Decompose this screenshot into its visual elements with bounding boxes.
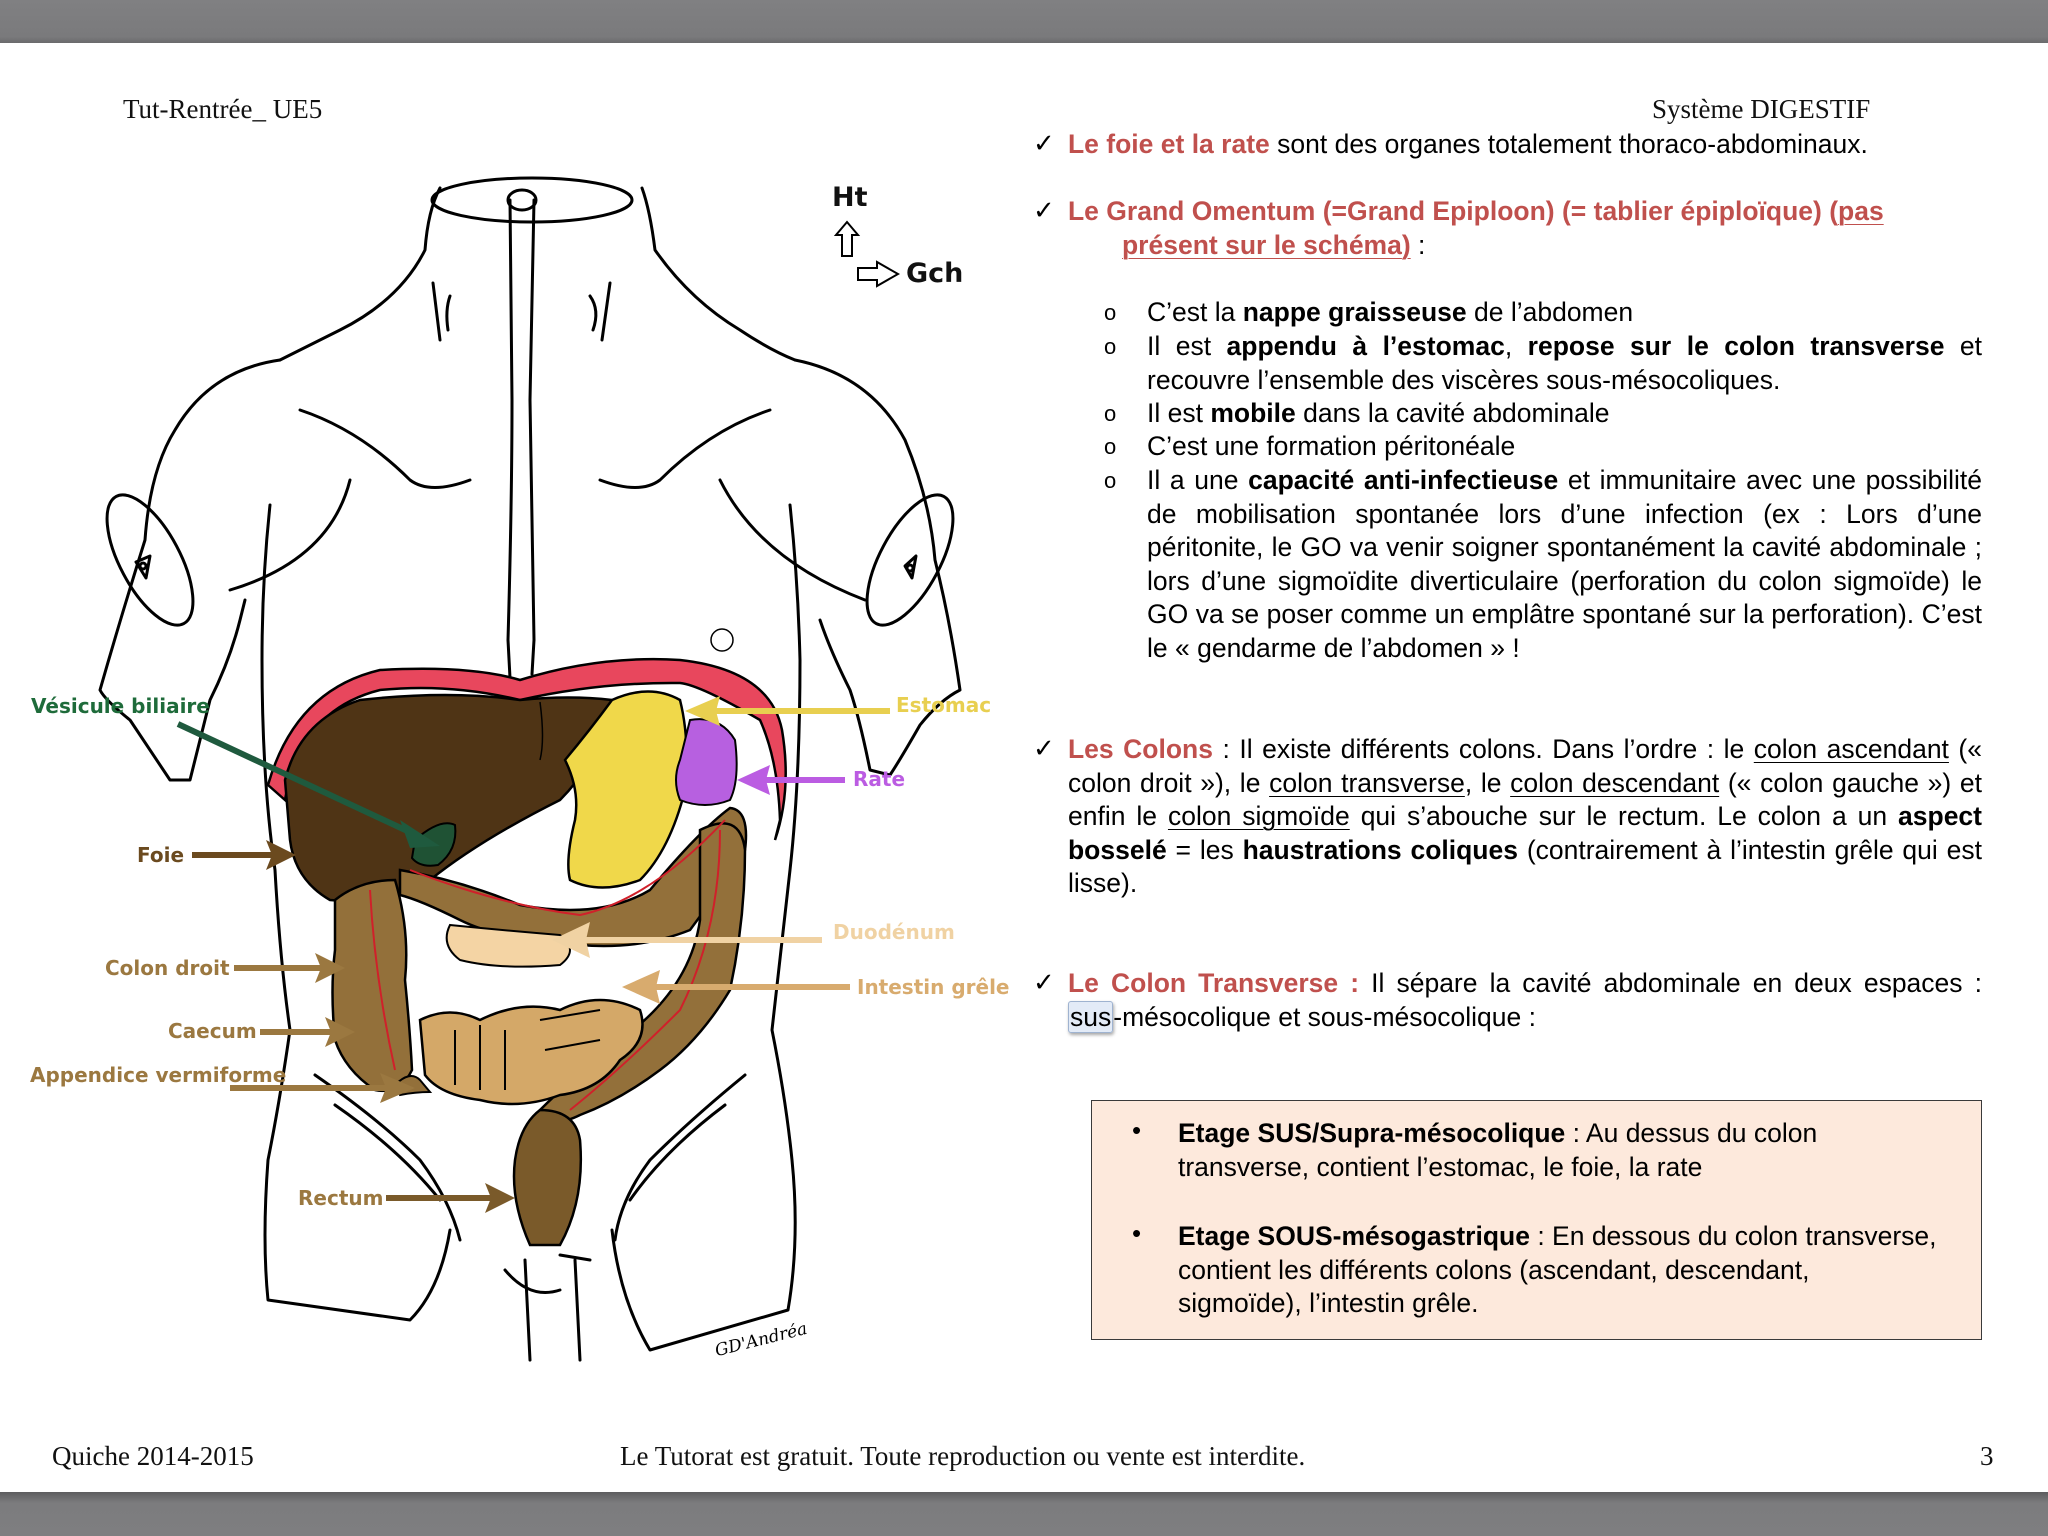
omentum-item-5: Il a une capacité anti-infectieuse et immunitaire avec une possibilité de mobilisation spontanée lors d’une infection (ex : Lors d’une péritonite, le GO va venir soigner spontanément la cavité abdominale ; lors d’une sigmoïdite diverticulaire (perforation du colon sigmoïde) le GO va se poser comme un emplâtre spontané sur la perforation). C’est le « gendarme de l’abdomen » ! bbox=[1147, 465, 1982, 663]
p1-text: sont des organes totalement thoraco-abdominaux. bbox=[1269, 129, 1868, 159]
p2-title-underlined-1: pas bbox=[1838, 196, 1884, 226]
label-vesicule: Vésicule biliaire bbox=[31, 694, 210, 718]
arrow-up-icon bbox=[836, 222, 858, 256]
footer-center: Le Tutorat est gratuit. Toute reproduction ou vente est interdite. bbox=[620, 1441, 1306, 1471]
circle-bullet-icon: o bbox=[1104, 334, 1117, 359]
p2-colon: : bbox=[1410, 229, 1426, 260]
search-highlight[interactable]: sus bbox=[1070, 1001, 1112, 1032]
header-right: Système DIGESTIF bbox=[1652, 94, 1871, 124]
neck-collar bbox=[432, 178, 632, 222]
p1-title: Le foie et la rate bbox=[1068, 129, 1270, 159]
header-left: Tut-Rentrée_ UE5 bbox=[123, 94, 323, 124]
label-foie: Foie bbox=[137, 843, 185, 867]
orientation-left-label: Gch bbox=[906, 258, 964, 289]
circle-bullet-icon: o bbox=[1104, 401, 1117, 426]
label-caecum: Caecum bbox=[168, 1019, 257, 1043]
check-icon: ✓ bbox=[1033, 967, 1055, 997]
box-item-sus: Etage SUS/Supra-mésocolique : Au dessus du colon transverse, contient l’estomac, le foie, la rate bbox=[1178, 1118, 1818, 1182]
bullet-icon: • bbox=[1132, 1115, 1142, 1145]
bullet-icon: • bbox=[1132, 1218, 1142, 1248]
label-duodenum: Duodénum bbox=[833, 920, 955, 944]
orientation-up-label: Ht bbox=[832, 182, 868, 213]
p2-title: Le Grand Omentum (=Grand Epiploon) (= tablier épiploïque) ( bbox=[1068, 196, 1839, 226]
neck-outline bbox=[280, 188, 440, 360]
omentum-item-3: Il est mobile dans la cavité abdominale bbox=[1147, 398, 1610, 428]
box-item-sous: Etage SOUS-mésogastrique : En dessous du colon transverse, contient les différents colons (ascendant, descendant, sigmoïde), l’intestin grêle. bbox=[1178, 1221, 1937, 1318]
rectum bbox=[514, 1110, 581, 1245]
omentum-item-4: C’est une formation péritonéale bbox=[1147, 431, 1516, 461]
artist-signature: GD'Andréa bbox=[712, 1318, 810, 1362]
paragraph-foie-rate bbox=[1068, 128, 1982, 162]
check-icon: ✓ bbox=[1033, 128, 1055, 158]
paragraph-colon-transverse: Le Colon Transverse : Il sépare la cavité abdominale en deux espaces : sus-mésocolique et sous-mésocolique : bbox=[1068, 968, 1982, 1032]
omentum-item-1: C’est la nappe graisseuse de l’abdomen bbox=[1147, 297, 1634, 327]
label-appendice: Appendice vermiforme bbox=[30, 1063, 287, 1087]
esophagus bbox=[508, 200, 512, 678]
label-colon-droit: Colon droit bbox=[105, 956, 230, 980]
etages-box bbox=[1091, 1100, 1982, 1340]
check-icon: ✓ bbox=[1033, 733, 1055, 763]
paragraph-colons: Les Colons : Il existe différents colons. Dans l’ordre : le colon ascendant (« colon droit »), le colon transverse, le colon descendant (« colon gauche ») et enfin le colon sigmoïde qui s’abouche sur le rectum. Le colon a un aspect bosselé = les haustrations coliques (contrairement à l’intestin grêle qui est lisse). bbox=[1068, 734, 1982, 898]
label-estomac: Estomac bbox=[896, 693, 992, 717]
circle-bullet-icon: o bbox=[1104, 434, 1117, 459]
check-icon: ✓ bbox=[1033, 195, 1055, 225]
circle-bullet-icon: o bbox=[1104, 300, 1117, 325]
page-number: 3 bbox=[1980, 1441, 1994, 1471]
label-rate: Rate bbox=[853, 767, 906, 791]
p2-title-underlined-2: présent sur le schéma bbox=[1122, 229, 1402, 260]
p2-title-close: ) bbox=[1401, 229, 1411, 260]
viewer-bottom-bar bbox=[0, 1492, 2048, 1536]
paragraph-grand-omentum bbox=[1068, 195, 1982, 262]
label-intestin: Intestin grêle bbox=[857, 975, 1010, 999]
circle-bullet-icon: o bbox=[1104, 468, 1117, 493]
label-rectum: Rectum bbox=[298, 1186, 384, 1210]
arrow-right-icon bbox=[858, 262, 898, 286]
omentum-item-2: Il est appendu à l’estomac, repose sur le colon transverse et recouvre l’ensemble des viscères sous-mésocoliques. bbox=[1147, 331, 1982, 395]
footer-left: Quiche 2014-2015 bbox=[52, 1441, 254, 1471]
